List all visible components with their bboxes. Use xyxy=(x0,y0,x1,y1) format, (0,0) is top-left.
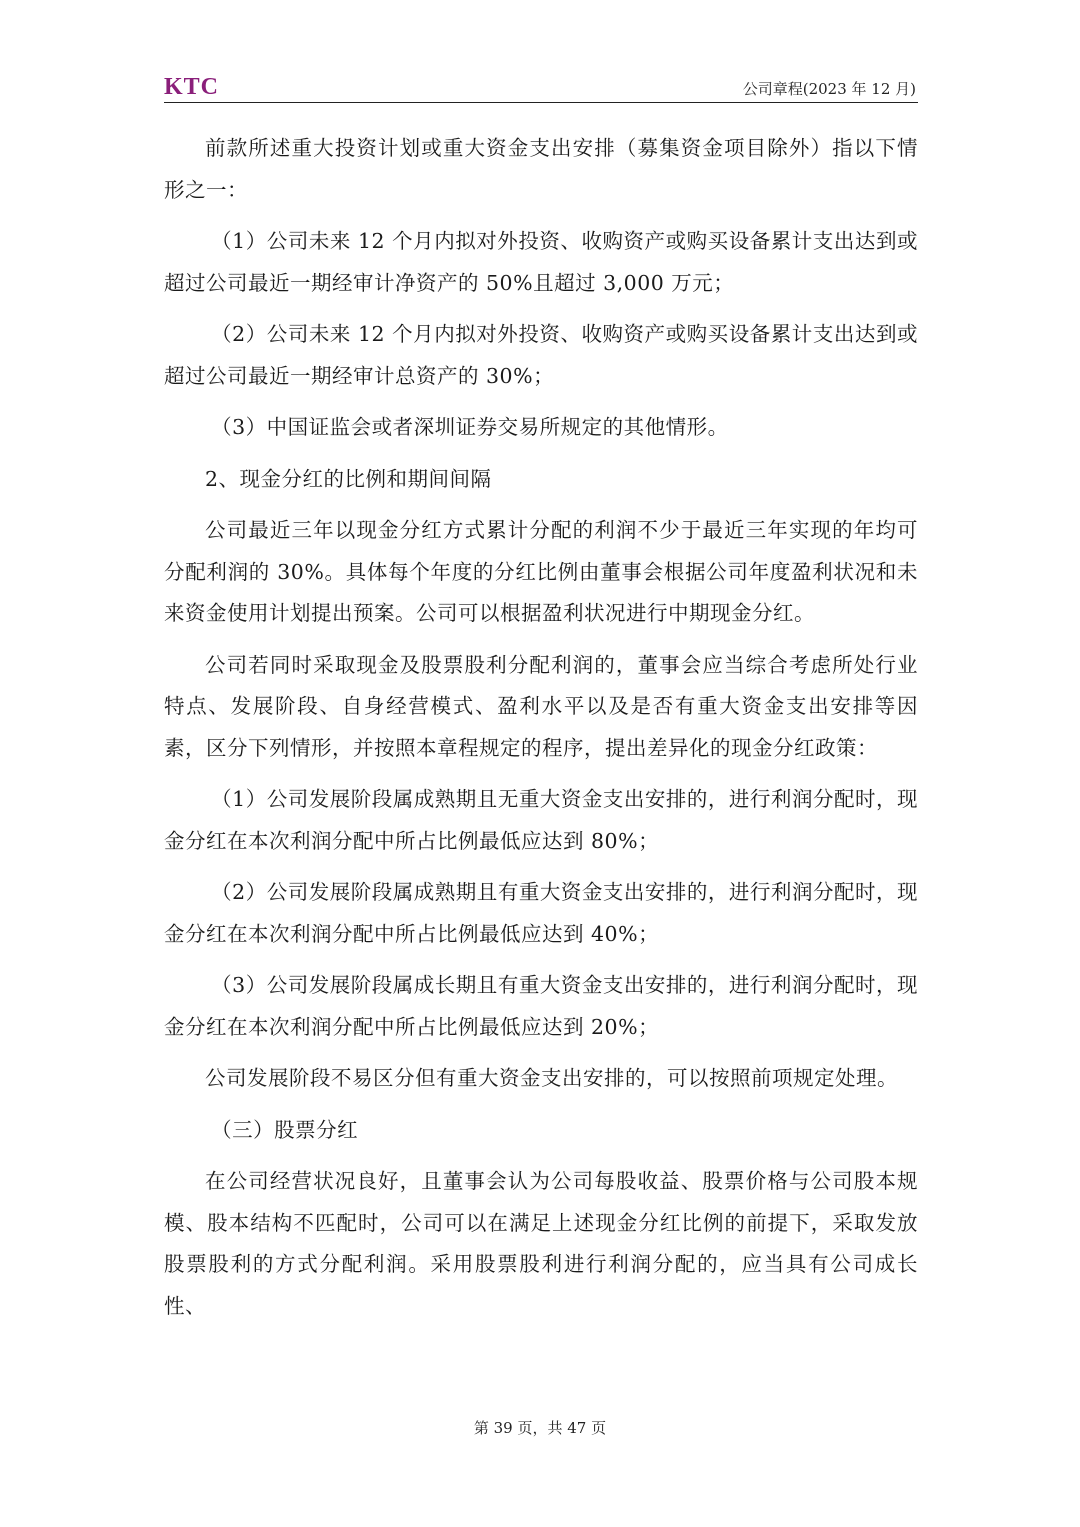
section-heading: （三）股票分红 xyxy=(211,1117,359,1142)
paragraph: 在公司经营状况良好，且董事会认为公司每股收益、股票价格与公司股本规模、股本结构不匹配时，公司可以在满足上述现金分红比例的前提下，采取发放股票股利的方式分配利润。采用股票股利进行利润分配的，应当具有公司成长性、 xyxy=(164,1169,918,1318)
page-header xyxy=(164,70,918,103)
company-logo: KTC xyxy=(164,74,220,100)
paragraph: （3）中国证监会或者深圳证券交易所规定的其他情形。 xyxy=(211,415,729,439)
paragraph: （2）公司发展阶段属成熟期且有重大资金支出安排的，进行利润分配时，现金分红在本次利润分配中所占比例最低应达到 40%； xyxy=(164,880,918,946)
paragraph: 公司若同时采取现金及股票股利分配利润的，董事会应当综合考虑所处行业特点、发展阶段、自身经营模式、盈利水平以及是否有重大资金支出安排等因素，区分下列情形，并按照本章程规定的程序，提出差异化的现金分红政策： xyxy=(164,652,918,760)
paragraph: 公司发展阶段不易区分但有重大资金支出安排的，可以按照前项规定处理。 xyxy=(205,1066,898,1090)
document-body xyxy=(164,128,918,1337)
page-number: 第 39 页，共 47 页 xyxy=(473,1419,607,1437)
paragraph: （3）公司发展阶段属成长期且有重大资金支出安排的，进行利润分配时，现金分红在本次利润分配中所占比例最低应达到 20%； xyxy=(164,973,918,1039)
paragraph: （1）公司未来 12 个月内拟对外投资、收购资产或购买设备累计支出达到或超过公司最近一期经审计净资产的 50%且超过 3,000 万元； xyxy=(164,229,918,295)
section-heading: 2、现金分红的比例和期间间隔 xyxy=(205,466,492,491)
paragraph: 前款所述重大投资计划或重大资金支出安排（募集资金项目除外）指以下情形之一： xyxy=(164,136,918,202)
paragraph: 公司最近三年以现金分红方式累计分配的利润不少于最近三年实现的年均可分配利润的 30%。具体每个年度的分红比例由董事会根据公司年度盈利状况和未来资金使用计划提出预案。公司可以根据盈利状况进行中期现金分红。 xyxy=(164,518,918,625)
paragraph: （1）公司发展阶段属成熟期且无重大资金支出安排的，进行利润分配时，现金分红在本次利润分配中所占比例最低应达到 80%； xyxy=(164,787,918,853)
document-title: 公司章程(2023 年 12 月) xyxy=(742,80,916,98)
paragraph: （2）公司未来 12 个月内拟对外投资、收购资产或购买设备累计支出达到或超过公司最近一期经审计总资产的 30%； xyxy=(164,322,918,388)
